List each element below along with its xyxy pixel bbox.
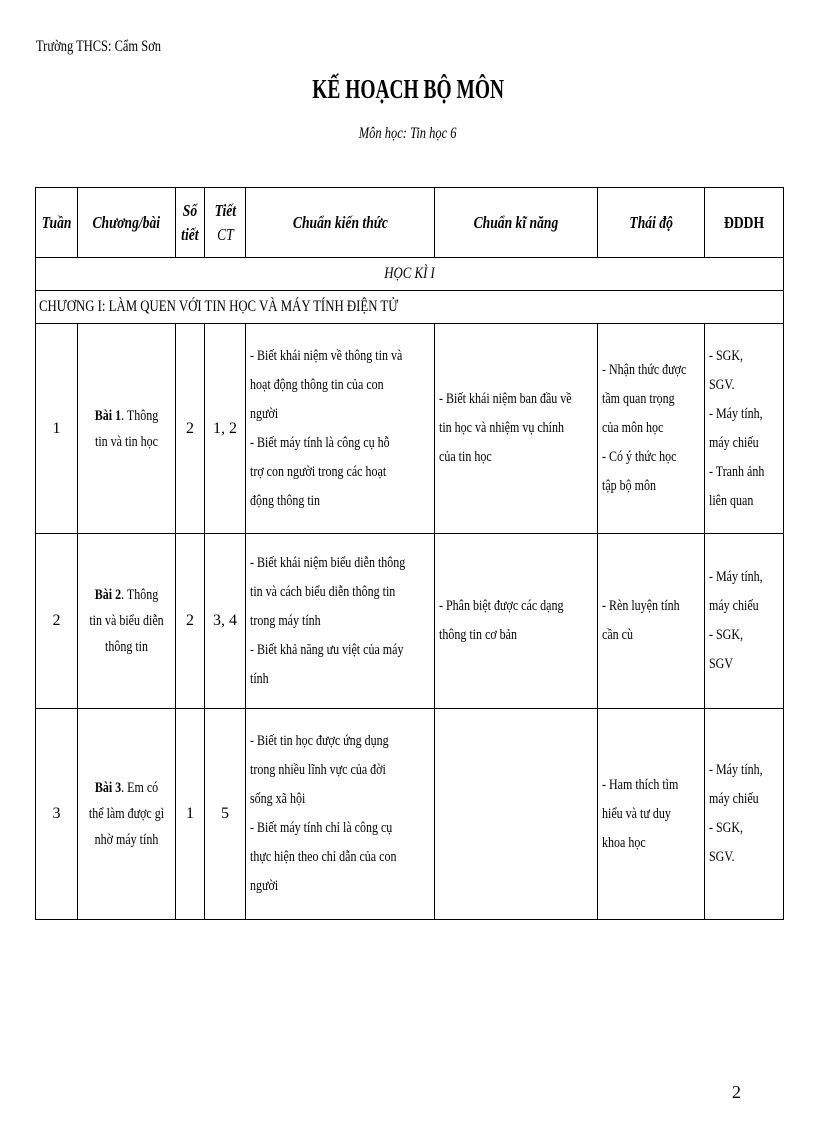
knowledge-line: người: [250, 405, 279, 422]
table-row: [36, 324, 784, 534]
ct-cell: 3, 4: [205, 534, 246, 709]
equipment-line: máy chiếu: [709, 434, 759, 451]
equipment-line: máy chiếu: [709, 791, 759, 807]
periods-cell: 1: [176, 709, 205, 920]
knowledge-line: - Biết khả năng ưu việt của máy: [250, 641, 404, 658]
equipment-line: SGV.: [709, 376, 735, 393]
knowledge-line: - Biết máy tính là công cụ hỗ: [250, 434, 390, 451]
week-cell: 3: [36, 709, 78, 920]
knowledge-line: - Biết khái niệm về thông tin và: [250, 347, 403, 364]
attitude-line: hiểu và tư duy: [602, 805, 671, 822]
equipment-line: máy chiếu: [709, 598, 759, 614]
ct-cell: 1, 2: [205, 324, 246, 534]
table-row: [36, 534, 784, 709]
skills-line: - Biết khái niệm ban đầu về: [439, 391, 572, 407]
col-header-knowledge: Chuẩn kiến thức: [246, 188, 435, 258]
skills-line: - Phân biệt được các dạng: [439, 598, 564, 614]
lesson-cell: [78, 709, 176, 920]
periods-cell: 2: [176, 534, 205, 709]
attitude-line: cần cù: [602, 627, 633, 643]
semester-label: HỌC KÌ I: [36, 258, 784, 291]
periods-cell: 2: [176, 324, 205, 534]
equipment-cell: [705, 534, 784, 709]
week-cell: 1: [36, 324, 78, 534]
table-row: [36, 709, 784, 920]
knowledge-line: trong nhiều lĩnh vực của đời: [250, 762, 386, 778]
semester-row: [36, 258, 784, 291]
chapter-label: CHƯƠNG I: LÀM QUEN VỚI TIN HỌC VÀ MÁY TÍNH ĐIỆN TỬ: [36, 291, 784, 324]
skills-line: của tin học: [439, 449, 492, 465]
knowledge-line: tính: [250, 670, 269, 687]
knowledge-line: người: [250, 878, 279, 894]
equipment-line: - SGK,: [709, 627, 744, 643]
knowledge-line: hoạt động thông tin của con: [250, 376, 384, 393]
knowledge-cell: [246, 324, 435, 534]
col-header-week: Tuần: [36, 188, 78, 258]
knowledge-line: trong máy tính: [250, 612, 321, 629]
attitude-line: - Ham thích tìm: [602, 776, 679, 793]
lesson-line: tin và tin học: [95, 433, 158, 450]
lesson-line: thể làm được gì: [88, 806, 165, 822]
lesson-line: Bài 3. Em có: [94, 780, 159, 796]
lesson-line: nhờ máy tính: [94, 832, 159, 848]
equipment-line: - Máy tính,: [709, 405, 763, 422]
attitude-line: - Có ý thức học: [602, 449, 677, 465]
lesson-cell: [78, 534, 176, 709]
attitude-line: tầm quan trọng: [602, 391, 675, 407]
col-header-attitude: Thái độ: [598, 188, 705, 258]
chapter-row: [36, 291, 784, 324]
lesson-line: thông tin: [104, 639, 148, 655]
equipment-line: liên quan: [709, 492, 754, 509]
skills-cell: [435, 324, 598, 534]
lesson-line: Bài 1. Thông: [94, 407, 159, 424]
attitude-cell: [598, 709, 705, 920]
skills-line: tin học và nhiệm vụ chính: [439, 420, 564, 436]
equipment-line: - Máy tính,: [709, 762, 763, 778]
attitude-line: tập bộ môn: [602, 478, 656, 494]
lesson-line: Bài 2. Thông: [94, 587, 159, 603]
week-cell: 2: [36, 534, 78, 709]
equipment-cell: [705, 709, 784, 920]
col-header-equipment: ĐDDH: [705, 188, 784, 258]
subject-subtitle: Môn học: Tin học 6: [359, 125, 457, 142]
knowledge-line: - Biết tin học được ứng dụng: [250, 733, 389, 749]
attitude-cell: [598, 324, 705, 534]
lesson-cell: [78, 324, 176, 534]
knowledge-cell: [246, 709, 435, 920]
skills-cell: [435, 709, 598, 920]
attitude-line: - Rèn luyện tính: [602, 598, 680, 614]
table-header-row: [36, 188, 784, 258]
equipment-line: - SGK,: [709, 820, 744, 836]
attitude-line: khoa học: [602, 834, 646, 851]
attitude-cell: [598, 534, 705, 709]
attitude-line: - Nhận thức được: [602, 362, 687, 378]
equipment-cell: [705, 324, 784, 534]
equipment-line: - SGK,: [709, 347, 744, 364]
knowledge-line: tin và cách biểu diễn thông tin: [250, 583, 396, 600]
equipment-line: SGV.: [709, 849, 735, 865]
lesson-plan-table: [35, 187, 784, 920]
knowledge-cell: [246, 534, 435, 709]
equipment-line: SGV: [709, 656, 734, 672]
knowledge-line: thực hiện theo chỉ dẫn của con: [250, 849, 397, 865]
page-number: 2: [732, 1082, 741, 1102]
equipment-line: - Tranh ảnh: [709, 463, 765, 480]
equipment-line: - Máy tính,: [709, 569, 763, 585]
skills-cell: [435, 534, 598, 709]
attitude-line: của môn học: [602, 420, 664, 436]
skills-line: thông tin cơ bản: [439, 627, 517, 643]
knowledge-line: - Biết khái niệm biểu diễn thông: [250, 554, 406, 571]
knowledge-line: trợ con người trong các hoạt: [250, 463, 387, 480]
ct-cell: 5: [205, 709, 246, 920]
col-header-ct: Tiết CT: [205, 188, 246, 258]
knowledge-line: sống xã hội: [250, 791, 306, 807]
lesson-line: tin và biểu diễn: [89, 613, 164, 629]
document-title: KẾ HOẠCH BỘ MÔN: [312, 74, 504, 104]
col-header-lesson: Chương/bài: [78, 188, 176, 258]
col-header-periods: Số tiết: [176, 188, 205, 258]
knowledge-line: - Biết máy tính chỉ là công cụ: [250, 820, 393, 836]
school-name: Trường THCS: Cẩm Sơn: [36, 38, 162, 55]
col-header-skills: Chuẩn kĩ năng: [435, 188, 598, 258]
knowledge-line: động thông tin: [250, 492, 321, 509]
